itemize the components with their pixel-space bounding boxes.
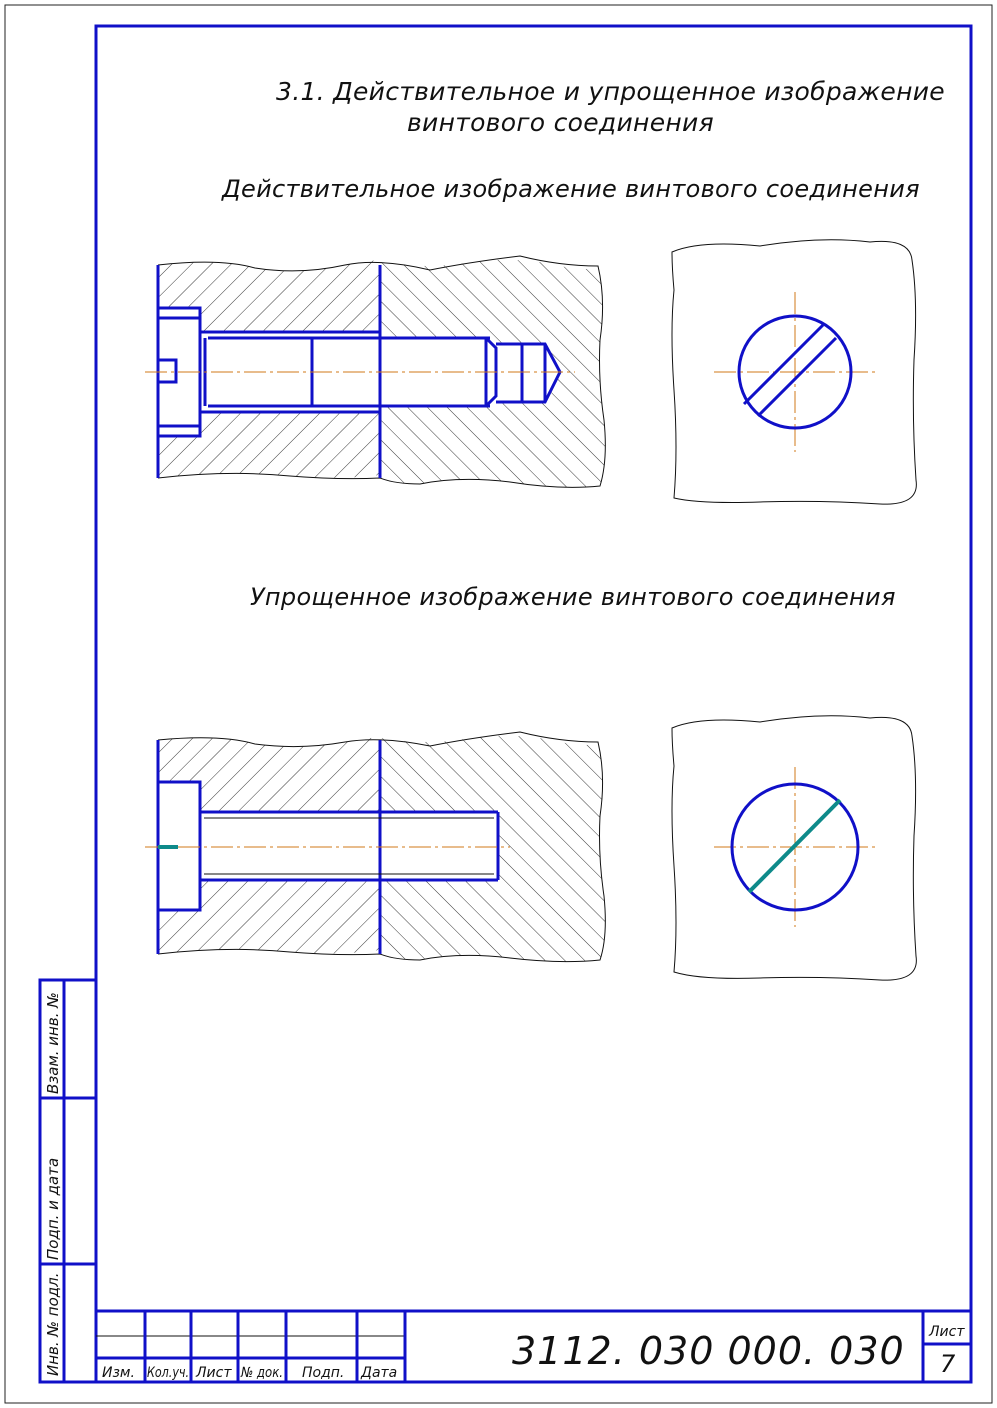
sheet-number: 7 xyxy=(940,1350,956,1378)
title-line-2: винтового соединения xyxy=(407,108,714,137)
section-simplified-heading: Упрощенное изображение винтового соединения xyxy=(250,583,896,611)
col-list: Лист xyxy=(196,1365,232,1381)
stamp-podp-data: Подп. и дата xyxy=(44,1157,62,1260)
outer-border xyxy=(5,5,992,1403)
col-n-dok: № док. xyxy=(240,1365,283,1381)
simplified-section-view xyxy=(145,725,615,970)
section-actual-heading: Действительное изображение винтового соединения xyxy=(222,175,920,203)
col-podp: Подп. xyxy=(302,1365,345,1381)
col-data: Дата xyxy=(361,1365,398,1381)
side-stamp xyxy=(40,980,96,1382)
simplified-end-view xyxy=(672,716,916,980)
actual-end-view xyxy=(672,240,916,504)
actual-section-view xyxy=(145,250,615,495)
col-kol-uch: Кол.уч. xyxy=(147,1365,189,1381)
stamp-inv-vzam: Взам. инв. № xyxy=(44,992,62,1094)
title-line-1: 3.1. Действительное и упрощенное изображение xyxy=(276,77,945,106)
main-frame xyxy=(96,26,971,1382)
sheet-label: Лист xyxy=(929,1324,965,1340)
stamp-inv-podl: Инв. № подл. xyxy=(44,1272,62,1376)
col-izm: Изм. xyxy=(102,1365,135,1381)
title-block xyxy=(96,1311,971,1382)
document-code: 3112. 030 000. 030 xyxy=(512,1329,905,1373)
